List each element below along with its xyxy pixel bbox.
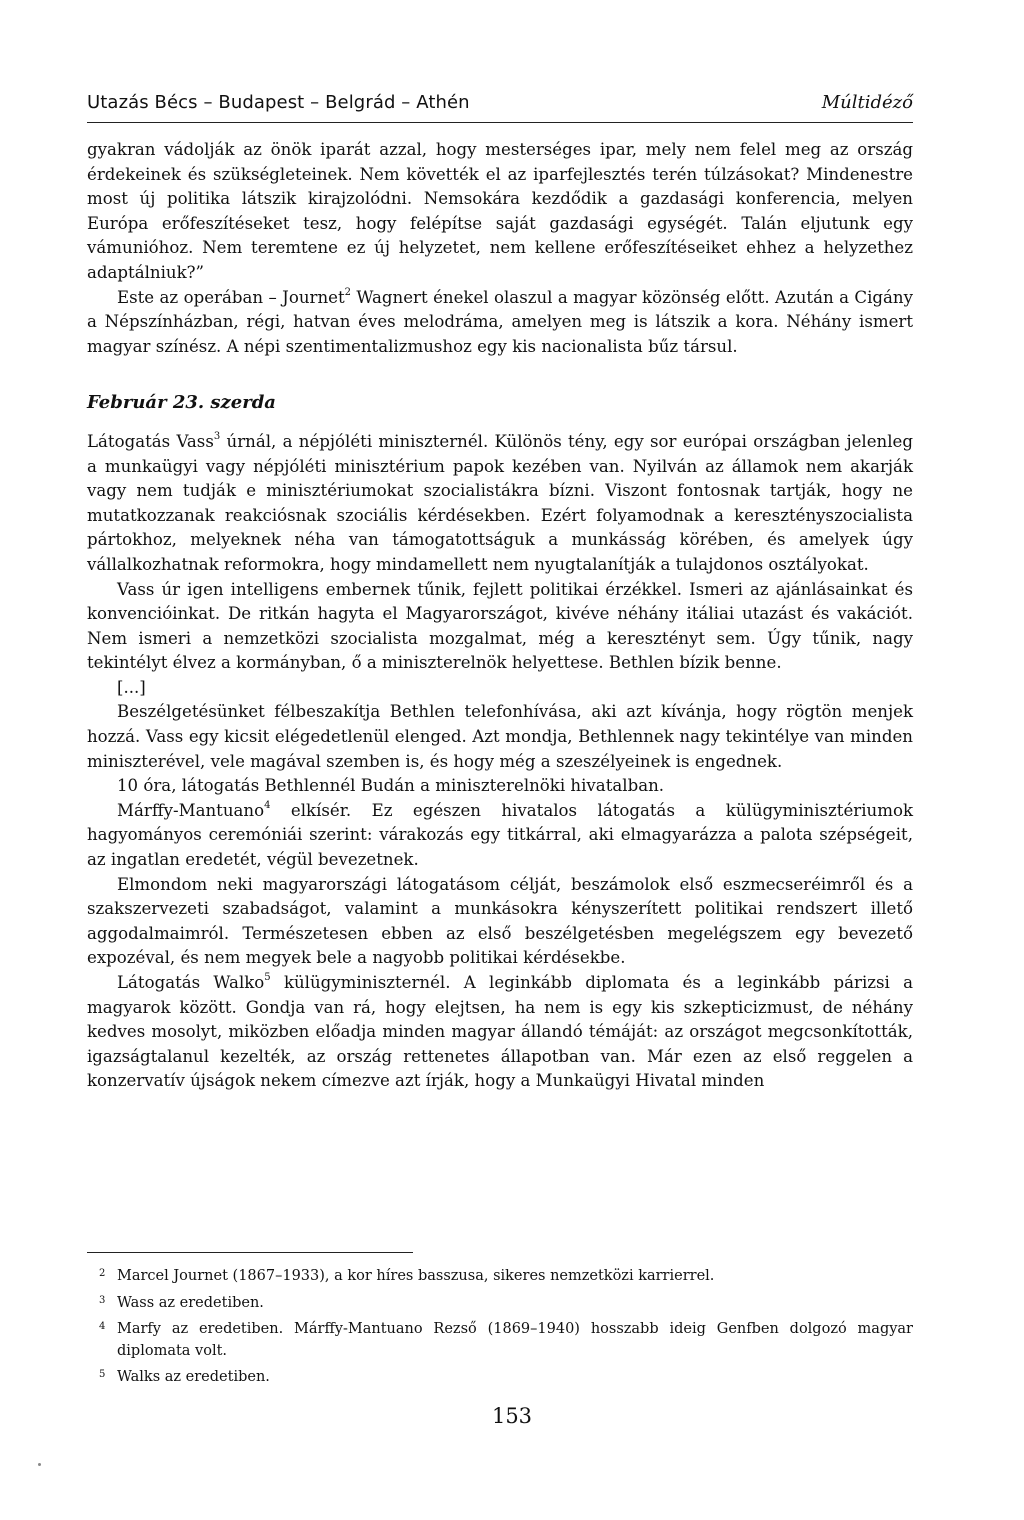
footnote-text: Marcel Journet (1867–1933), a kor híres basszusa, sikeres nemzetközi karrierrel.: [117, 1268, 715, 1284]
footnote: [87, 1293, 913, 1315]
footnote-ref-5: 5: [264, 972, 271, 984]
header-rule: [87, 122, 913, 123]
footnote-text: Wass az eredetiben.: [117, 1294, 264, 1311]
paragraph-8: Márffy-Mantuano$^4$ elkísér. Ez egészen hivatalos látogatás a külügyminisztériumok hagyományos ceremóniái szerint: várakozás egy titkárral, aki elmagyarázza a palota szépségeit, az ingatlan eredetét, végül bevezetnek.: [87, 800, 913, 870]
footnote-rule: [87, 1252, 413, 1253]
paragraph-4: Vass úr igen intelligens embernek tűnik, fejlett politikai érzékkel. Ismeri az ajánlásainkat és konvencióinkat. De ritkán hagyta el Magyarországot, kivéve néhány itáliai utazást és vakációt. Nem ismeri a nemzetközi szocialista mozgalmat, még a keresztényt sem. Úgy tűnik, nagy tekintélyt élvez a kormányban, ő a miniszterelnök helyettese. Bethlen bízik benne.: [87, 579, 913, 673]
paragraph-6: Beszélgetésünket félbeszakítja Bethlen telefonhívása, aki azt kívánja, hogy rögtön menjek hozzá. Vass egy kicsit elégedetlenül elenged. Azt mondja, Bethlennek nagy tekintélye van minden miniszterével, vele magával szemben is, és hogy még a szeszélyeinek is engednek.: [87, 702, 913, 771]
footnotes: [87, 1266, 913, 1394]
book-title: Múltidéző: [821, 92, 913, 113]
footnote-ref-3: 3: [213, 431, 221, 443]
footnote: [87, 1367, 913, 1389]
footnote-number: 3: [99, 1294, 106, 1306]
scan-speck: [38, 1463, 41, 1466]
paragraph-7: 10 óra, látogatás Bethlennél Budán a miniszterelnöki hivatalban.: [117, 776, 665, 796]
footnote: [87, 1319, 913, 1362]
paragraph-1: gyakran vádolják az önök iparát azzal, hogy mesterséges ipar, mely nem felel meg az ország érdekeinek és szükségleteinek. Nem követték el az iparfejlesztés terén túlzásokat? Mindenestre most új politika látszik kirajzolódni. Nemsokára kezdődik a gazdasági konferencia, melyen Európa erőfeszítéseket tesz, hogy felépítse saját gazdasági egységét. Talán eljutunk egy vámunióhoz. Nem teremtene ez új helyzetet, nem kellene erőfeszítéseiket ehhez a helyzethez adaptálniuk?”: [87, 140, 913, 282]
section-heading: Február 23. szerda: [87, 392, 276, 414]
omission-mark: [...]: [117, 677, 146, 697]
footnote-ref-2: 2: [344, 287, 351, 299]
paragraph-9: Elmondom neki magyarországi látogatásom célját, beszámolok első eszmecseréimről és a szakszervezeti szabadságot, valamint a munkásokra kényszerített politikai rendszert illető aggodalmaimról. Természetesen ebben az első beszélgetésben megelégszem egy bevezető expozéval, és nem megyek bele a nagyobb politikai kérdésekbe.: [87, 874, 913, 968]
paragraph-2: Este az operában – Journet$^2$ Wagnert énekel olaszul a magyar közönség előtt. Azután a Cigány a Népszínházban, régi, hatvan éves melodráma, amelyen meg is látszik a kora. Néhány ismert magyar színész. A népi szentimentalizmushoz egy kis nacionalista bűz társul.: [87, 287, 913, 356]
footnote-text: Walks az eredetiben.: [117, 1369, 270, 1385]
footnote-number: 5: [99, 1369, 106, 1380]
page-number: 153: [491, 1404, 533, 1428]
paragraph-3: Látogatás Vass$^3$ úrnál, a népjóléti miniszternél. Különös tény, egy sor európai országban jelenleg a munkaügyi vagy népjóléti minisztérium papok kezében van. Nyilván az államok nem akarják vagy nem tudják e minisztériumokat szocialistákra bízni. Viszont fontosnak tartják, hogy ne mutatkozzanak reakciósnak szociális kérdésekben. Ezért folyamodnak a keresztényszocialista pártokhoz, melyeknek néha van támogatottságuk a munkásság körében, és amelyek úgy vállalkozhatnak reformokra, hogy mindamellett nem nyugtalanítják a tulajdonos osztályokat.: [87, 431, 913, 574]
footnote: [87, 1266, 913, 1288]
footnote-ref-4: 4: [264, 800, 271, 812]
footnote-number: 2: [99, 1268, 106, 1279]
running-title: Utazás Bécs – Budapest – Belgrád – Athén: [87, 92, 470, 113]
running-header: [87, 88, 913, 118]
footnote-text: Marfy az eredetiben. Márffy-Mantuano Rezső (1869–1940) hosszabb ideig Genfben dolgozó magyar diplomata volt.: [117, 1321, 913, 1359]
footnote-number: 4: [99, 1321, 106, 1332]
paragraph-10: Látogatás Walko$^5$ külügyminiszternél. A leginkább diplomata és a leginkább párizsi a magyarok között. Gondja van rá, hogy elejtsen, ha nem is egy kis szkepticizmust, de néhány kedves mosolyt, miközben előadja minden magyar állandó témáját: az országot megcsonkították, igazságtalanul kezelték, az ország rettenetes állapotban van. Már ezen az első reggelen a konzervatív újságok nekem címezve azt írják, hogy a Munkaügyi Hivatal minden: [87, 972, 913, 1091]
main-text: [87, 138, 913, 1094]
